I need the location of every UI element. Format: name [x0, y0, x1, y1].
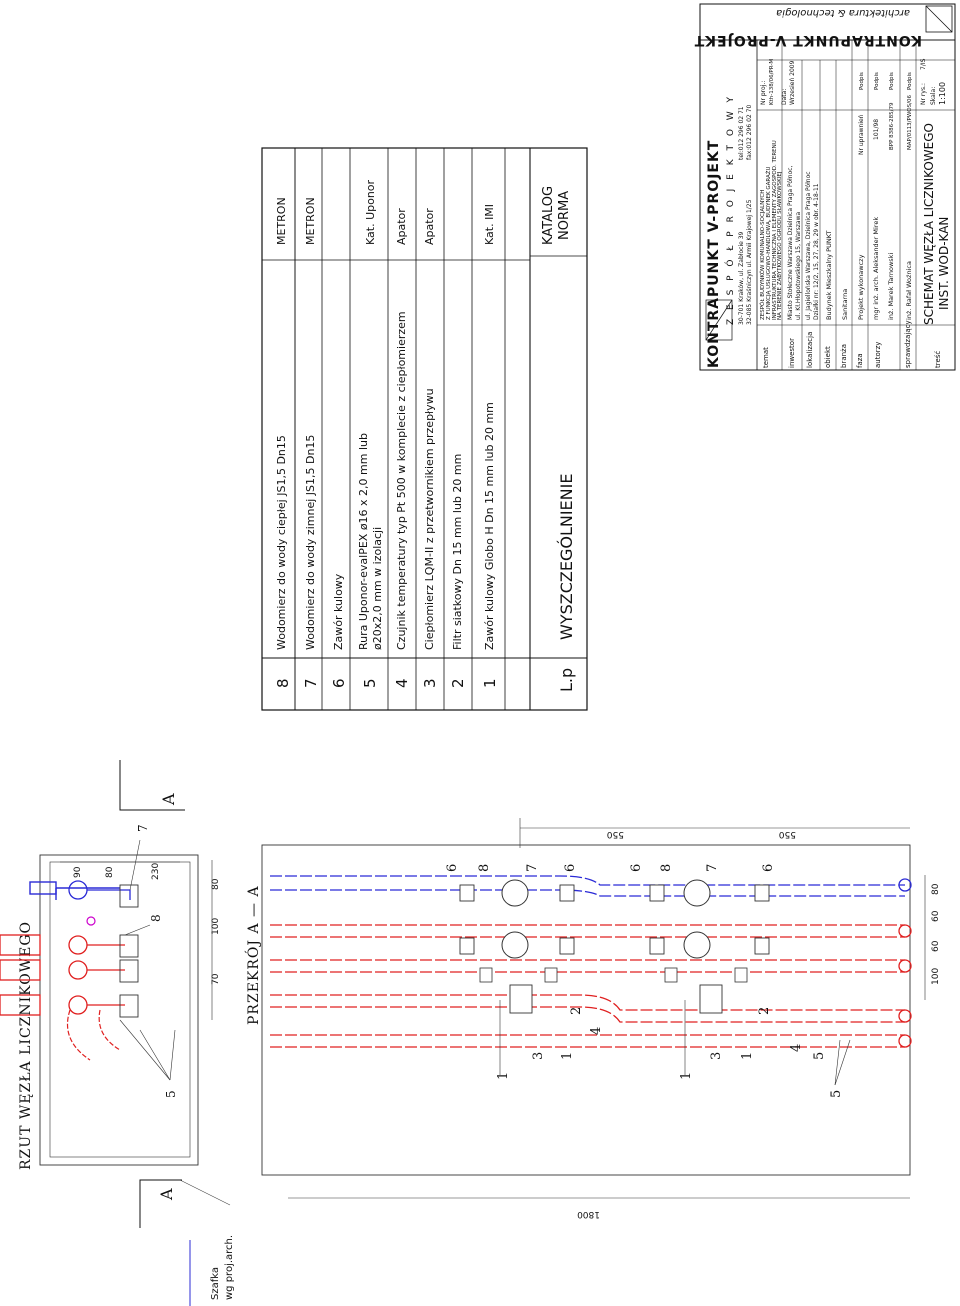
- row-1-lp: 1: [481, 678, 499, 688]
- title-block: [694, 4, 955, 370]
- row-5-name-2: ø20x2,0 mm w izolacji: [371, 526, 384, 650]
- svg-text:70: 70: [211, 973, 221, 985]
- section-mark-a-bottom: [140, 1180, 182, 1228]
- svg-text:230: 230: [151, 862, 161, 880]
- section-view: [262, 818, 941, 1219]
- svg-text:5: 5: [164, 1090, 178, 1098]
- header-catalog-2: NORMA: [557, 190, 572, 240]
- svg-text:inż. Rafał Woźnica: inż. Rafał Woźnica: [905, 261, 913, 320]
- svg-text:550: 550: [778, 829, 796, 839]
- row-6-lp: 6: [330, 678, 348, 688]
- svg-text:Data:: Data:: [781, 88, 788, 105]
- row-1-catalog: Kat. IMI: [483, 203, 496, 245]
- svg-text:lokalizacja: lokalizacja: [806, 331, 814, 368]
- svg-text:1: 1: [679, 1071, 694, 1080]
- svg-text:sprawdzający: sprawdzający: [904, 320, 912, 368]
- svg-text:1: 1: [496, 1071, 511, 1080]
- svg-text:80: 80: [105, 866, 115, 878]
- svg-text:Skala:: Skala:: [930, 86, 937, 105]
- svg-text:Miasto Stołeczne Warszawa Dzie: Miasto Stołeczne Warszawa Dzielnica Praga Północ,: [787, 165, 794, 320]
- firm-subtitle: architektura & technologia: [776, 7, 910, 18]
- row-8-lp: 8: [274, 678, 292, 688]
- svg-text:ZESPÓŁ BUDYNKÓW KOMUNALNO-SOCJ: ZESPÓŁ BUDYNKÓW KOMUNALNO-SOCJALNYCH: [760, 189, 766, 320]
- svg-text:Działki nr: 12/2, 15, 27, 28,: Działki nr: 12/2, 15, 27, 28, 29 w obr. 4-18-11: [813, 183, 820, 320]
- svg-text:7: 7: [136, 824, 150, 832]
- svg-text:NA TERENIE ZABYTKOWEGO OGRODU: NA TERENIE ZABYTKOWEGO OGRODU SŁAWKOWSKIEJ: [777, 171, 783, 320]
- svg-text:8: 8: [477, 863, 492, 872]
- svg-text:1800: 1800: [577, 1209, 600, 1219]
- svg-text:7: 7: [525, 863, 540, 872]
- row-2-lp: 2: [449, 678, 467, 688]
- svg-text:tel:012 296 02 71: tel:012 296 02 71: [738, 106, 745, 160]
- section-title: PRZEKRÓJ A — A: [246, 885, 262, 1025]
- section-letter-bottom: A: [157, 1188, 176, 1200]
- svg-text:Kth-138/06/PR-M: Kth-138/06/PR-M: [769, 58, 775, 105]
- plan-callouts: [120, 824, 178, 1098]
- svg-text:80: 80: [931, 883, 941, 895]
- row-2-name: Filtr siatkowy Dn 15 mm lub 20 mm: [451, 453, 464, 650]
- cabinet-outline: [40, 855, 198, 1165]
- svg-text:1: 1: [740, 1051, 755, 1060]
- svg-text:inż. Marek Tarnowski: inż. Marek Tarnowski: [887, 252, 895, 320]
- svg-text:MAP/0113/PWOS/06: MAP/0113/PWOS/06: [907, 95, 913, 150]
- svg-text:30-701 Kraków, ul. Zabłocie 39: 30-701 Kraków, ul. Zabłocie 39: [738, 231, 745, 325]
- svg-text:60: 60: [931, 940, 941, 952]
- svg-text:90: 90: [73, 866, 83, 878]
- svg-text:Sanitarna: Sanitarna: [841, 288, 849, 320]
- cold-water-pipes: [270, 876, 911, 896]
- svg-text:1: 1: [560, 1051, 575, 1060]
- cabinet-note-1: Szafka: [210, 1267, 221, 1300]
- svg-text:Podpis: Podpis: [874, 72, 880, 90]
- svg-text:Podpis: Podpis: [907, 72, 913, 90]
- cabinet-leader: [180, 1180, 230, 1205]
- svg-text:8: 8: [659, 863, 674, 872]
- header-lp: L.p: [557, 667, 576, 692]
- svg-text:INFRASTRUKTURA TECHNICZNA I EL: INFRASTRUKTURA TECHNICZNA I ELEMENTY ZAGOSPOD. TERENU: [772, 140, 778, 320]
- row-7-catalog: METRON: [304, 197, 317, 245]
- fittings: [460, 880, 769, 1013]
- svg-text:550: 550: [606, 829, 624, 839]
- svg-text:100: 100: [211, 917, 221, 935]
- svg-text:Nr proj.:: Nr proj.:: [760, 80, 767, 105]
- svg-text:ul. Jagiellońska Warszawa, Dzi: ul. Jagiellońska Warszawa, Dzielnica Praga Północ: [805, 171, 812, 320]
- header-name: WYSZCZEGÓLNIENIE: [557, 473, 576, 640]
- row-7-name: Wodomierz do wody zimnej JS1,5 Dn15: [304, 434, 317, 650]
- svg-text:4: 4: [589, 1026, 604, 1035]
- svg-text:6: 6: [629, 863, 644, 872]
- svg-text:Z FUNKCJĄ USŁUGOWO-HANDLOWĄ, B: Z FUNKCJĄ USŁUGOWO-HANDLOWĄ, BUDYNEK GARAŻU: [766, 166, 772, 320]
- svg-text:SCHEMAT WĘZŁA LICZNIKOWEGO: SCHEMAT WĘZŁA LICZNIKOWEGO: [922, 122, 936, 325]
- svg-text:temat: temat: [762, 347, 770, 368]
- svg-text:4: 4: [789, 1043, 804, 1052]
- cabinet-note-2: wg proj.arch.: [224, 1234, 235, 1300]
- svg-text:5: 5: [812, 1051, 827, 1060]
- spec-table: [262, 148, 587, 710]
- row-7-lp: 7: [302, 678, 320, 688]
- svg-text:7: 7: [705, 863, 720, 872]
- plan-title: RZUT WĘZŁA LICZNIKOWEGO: [18, 921, 34, 1170]
- svg-text:7/IS: 7/IS: [920, 58, 927, 70]
- row-3-name: Ciepłomierz LQM-II z przetwornikiem przepływu: [423, 388, 436, 650]
- team-line: Z E S P Ó Ł P R O J E K T O W Y: [726, 93, 736, 325]
- svg-text:6: 6: [761, 863, 776, 872]
- row-4-name: Czujnik temperatury typ Pt 500 w komplecie z ciepłomierzem: [395, 311, 408, 650]
- svg-text:6: 6: [445, 863, 460, 872]
- row-1-name: Zawór kulowy Globo H Dn 15 mm lub 20 mm: [483, 402, 496, 650]
- row-5-name: Rura Uponor-evalPEX ø16 x 2,0 mm lub: [357, 433, 370, 650]
- svg-text:branża: branża: [840, 343, 848, 368]
- row-4-catalog: Apator: [395, 208, 408, 245]
- row-6-name: Zawór kulowy: [332, 573, 345, 650]
- svg-text:101/98: 101/98: [873, 118, 880, 140]
- svg-text:mgr inż. arch. Aleksander Mire: mgr inż. arch. Aleksander Mirek: [872, 216, 880, 320]
- section-letter-top: A: [159, 793, 178, 805]
- svg-text:Podpis: Podpis: [859, 72, 865, 90]
- svg-text:ul. Kł.Hłopotowskiego 15, Wars: ul. Kł.Hłopotowskiego 15, Warszawa: [795, 211, 802, 320]
- row-3-catalog: Apator: [423, 208, 436, 245]
- row-4-lp: 4: [393, 678, 411, 688]
- svg-text:Nr rys.:: Nr rys.:: [920, 83, 927, 105]
- svg-text:fax:012 296 02 70: fax:012 296 02 70: [746, 104, 753, 160]
- accent-marker: [87, 917, 95, 925]
- svg-text:3: 3: [531, 1051, 546, 1060]
- row-8-catalog: METRON: [275, 197, 288, 245]
- svg-text:obiekt: obiekt: [824, 346, 832, 368]
- svg-text:Podpis: Podpis: [889, 72, 895, 90]
- svg-text:100: 100: [931, 967, 941, 985]
- plan-view: [0, 760, 262, 1306]
- svg-text:3: 3: [709, 1051, 724, 1060]
- svg-text:INST. WOD-KAN: INST. WOD-KAN: [937, 216, 951, 310]
- svg-text:6: 6: [563, 863, 578, 872]
- svg-text:60: 60: [931, 910, 941, 922]
- svg-text:autorzy: autorzy: [874, 341, 882, 368]
- svg-text:Budynek Mieszkalny PUNKT: Budynek Mieszkalny PUNKT: [825, 230, 833, 320]
- svg-text:Nr uprawnień: Nr uprawnień: [858, 114, 865, 155]
- svg-text:2: 2: [757, 1006, 772, 1015]
- svg-text:inwestor: inwestor: [788, 338, 796, 368]
- svg-text:8: 8: [149, 914, 163, 922]
- svg-text:Projekt wykonawczy: Projekt wykonawczy: [857, 254, 865, 320]
- svg-text:treść: treść: [934, 350, 942, 368]
- svg-text:5: 5: [829, 1089, 844, 1098]
- svg-text:2: 2: [569, 1006, 584, 1015]
- svg-text:80: 80: [211, 878, 221, 890]
- header-catalog-1: KATALOG: [541, 185, 556, 245]
- row-5-catalog: Kat. Uponor: [364, 179, 377, 245]
- svg-text:1:100: 1:100: [938, 81, 947, 105]
- svg-text:BPP 8386-285/79: BPP 8386-285/79: [889, 102, 895, 150]
- svg-text:faza: faza: [856, 353, 864, 368]
- row-3-lp: 3: [421, 678, 439, 688]
- svg-text:32-085 Kraśniczyn ul. Armii Kr: 32-085 Kraśniczyn ul. Armii Krajowej 1/25: [746, 199, 753, 325]
- svg-text:Wrzesień 2009: Wrzesień 2009: [789, 60, 796, 105]
- firm-banner: KONTRAPUNKT V-PROJEKT: [706, 139, 722, 368]
- firm-name-top: KONTRAPUNKT V-PROJEKT: [693, 32, 922, 48]
- row-8-name: Wodomierz do wody ciepłej JS1,5 Dn15: [275, 435, 288, 650]
- row-5-lp: 5: [361, 678, 379, 688]
